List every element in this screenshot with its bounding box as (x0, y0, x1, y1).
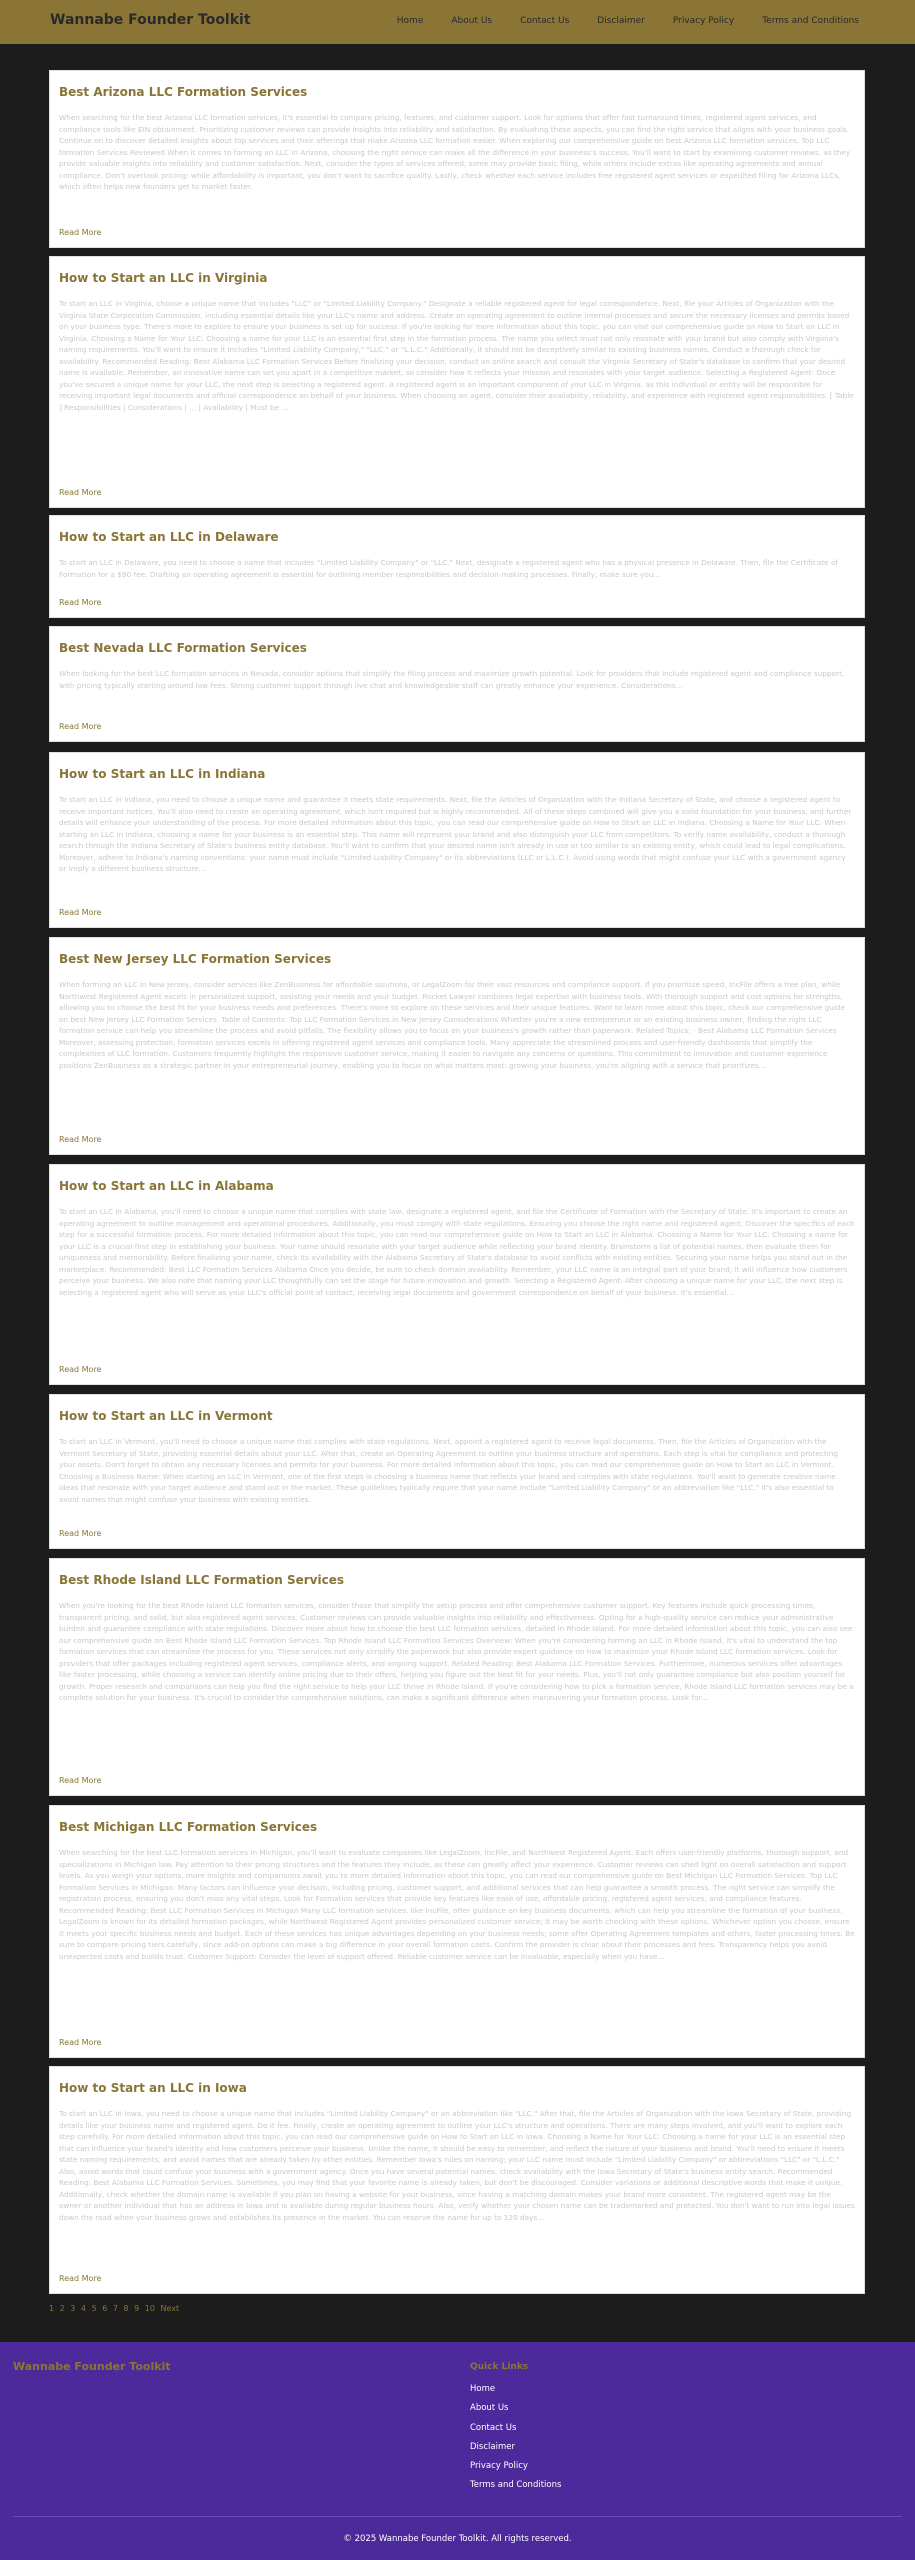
read-more-link[interactable]: Read More (59, 2038, 102, 2047)
read-more-link[interactable]: Read More (59, 598, 102, 607)
page-link[interactable]: 7 (112, 2304, 118, 2313)
footer-links (470, 2384, 561, 2500)
nav-disclaimer[interactable]: Disclaimer (597, 16, 645, 26)
post-excerpt: To start an LLC in Indiana, you need to choose a unique name and guarantee it meets state requirements. Next, file the Articles of Organization with the Indiana Secretary of State, and choose a registered agent to receive important notices. You'll also need to create an operating agreement, which isn't required but is highly recommended. All of these steps combined will give you a solid foundation for your business, and further details will enhance your understanding of the process. For more detailed information about this topic, you can read our comprehensive guide on How to Start an LLC in Indiana. Choosing a Name for Your LLC: When starting an LLC in Indiana, choosing a name for your business is an essential step. This name will represent your brand and also distinguish your LLC from competitors. To verify name availability, conduct a thorough search through the Indiana Secretary of State's business entity database. You'll want to confirm that your desired name isn't already in use or too similar to an existing entity, which could lead to legal complications. Moreover, adhere to Indiana's naming conventions: your name must include "Limited Liability Company" or its abbreviations (LLC or L.L.C.). Avoid using words that might confuse your LLC with a government agency or imply a different business structure... (59, 795, 852, 873)
read-more-link[interactable]: Read More (59, 908, 102, 917)
next-page-link[interactable]: Next (160, 2304, 180, 2313)
post-card (49, 752, 865, 928)
post-card (49, 2066, 865, 2294)
page-link[interactable]: 8 (123, 2304, 129, 2313)
post-title[interactable]: Best Arizona LLC Formation Services (59, 85, 308, 99)
read-more-link[interactable]: Read More (59, 488, 102, 497)
footer-link-terms[interactable]: Terms and Conditions (470, 2480, 562, 2491)
page-link[interactable]: 2 (59, 2304, 65, 2313)
post-title[interactable]: Best Michigan LLC Formation Services (59, 1820, 318, 1834)
nav-contact-us[interactable]: Contact Us (520, 16, 570, 26)
post-card (49, 937, 865, 1155)
post-title[interactable]: How to Start an LLC in Indiana (59, 767, 266, 781)
page-link[interactable]: 4 (80, 2304, 87, 2313)
post-card (49, 1164, 865, 1385)
post-card (49, 1805, 865, 2058)
post-excerpt: When looking for the best LLC formation services in Nevada, consider options that simplify the filing process and maximize growth potential. Look for providers that include registered agent and compliance support, with pricing typically starting around low fees. Strong customer support through live chat and knowledgeable staff can greatly enhance your experience. Considerations... (59, 669, 845, 690)
main-nav (369, 16, 859, 26)
post-excerpt: When forming an LLC in New Jersey, consider services like ZenBusiness for affordable solutions, or LegalZoom for their vast resources and compliance support. If you prioritize speed, IncFile offers a free plan, while Northwest Registered Agent excels in personalized support, assisting your needs and your budget. Rocket Lawyer combines legal expertise with business tools. With thorough support and cost options for strengths, allowing you to choose the best fit for your business needs and preferences. There's more to explore on these services and their unique features. Want to learn more about this topic, check our comprehensive guide on best New Jersey LLC Formation Services. Table of Contents: Top LLC Formation Services in New Jersey Considerations Whether you're a new entrepreneur or an existing business owner, finding the right LLC formation service can help you streamline the process and avoid pitfalls. The flexibility allows you to focus on your business's growth rather than paperwork. Related Topics: - Best Alabama LLC Formation Services Moreover, assessing protection, formation services excels in offering registered agent services and compliance tools. Many appreciate the streamlined process and user-friendly dashboards that simplify the complexities of LLC formation. Customers frequently highlight the responsive customer service, making it easier to navigate any concerns or questions. This commitment to innovation and customer experience positions ZenBusiness as a strategic partner in your entrepreneurial journey, enabling you to focus on what matters most: growing your business, you're aligning with a service that prioritizes... (59, 980, 845, 1070)
post-excerpt: When you're looking for the best Rhode Island LLC formation services, consider those that simplify the setup process and offer comprehensive customer support. Key features include quick processing times, transparent pricing, and solid, but also registered agent services. Customer reviews can provide valuable insights into reliability and effectiveness. Opting for a high-quality service can reduce your administrative burden and guarantee compliance with state regulations. Discover more about how to choose the best LLC formation services, detailed in Rhode Island. For more detailed information about this topic, you can also see our comprehensive guide on Best Rhode Island LLC Formation Services. Top Rhode Island LLC Formation Services Overview: When you're considering forming an LLC in Rhode Island, it's vital to understand the top formation services that can streamline the process for you. These services not only simplify the paperwork but also provide expert guidance on how to maximize your Rhode Island LLC formation services. Look for providers that offer packages including registered agent services, compliance alerts, and ongoing support. Related Reading: Best Alabama LLC Formation Services. Furthermore, numerous services offer advantages like faster processing, while choosing a service can identify online pricing due to their offers, helping you figure out the best fit for your needs. Plus, you'll not only guarantee compliance but also position yourself for growth. Proper research and comparisons can help you find the right service to help your LLC thrive in Rhode Island. If you're considering how to pick a formation service, Rhode Island LLC formation services may be a complete solution for your business. It's crucial to consider the comprehensive solutions, can make a significant difference when maneuvering your formation process. Look for... (59, 1601, 854, 1702)
site-logo[interactable]: Wannabe Founder Toolkit (50, 12, 251, 28)
post-title[interactable]: How to Start an LLC in Alabama (59, 1179, 274, 1193)
site-footer (0, 2342, 915, 2560)
post-title[interactable]: Best Nevada LLC Formation Services (59, 641, 307, 655)
post-card (49, 515, 865, 618)
post-excerpt: To start an LLC in Delaware, you need to choose a name that includes "Limited Liability Company" or "LLC." Next, designate a registered agent who has a physical presence in Delaware. Then, file the Certificate of Formation for a $90 fee. Drafting an operating agreement is essential for outlining member responsibilities and decision-making processes. Finally, make sure you... (59, 558, 838, 579)
read-more-link[interactable]: Read More (59, 1365, 102, 1374)
post-excerpt: To start an LLC in Alabama, you'll need to choose a unique name that complies with state law, designate a registered agent, and file the Certificate of Formation with the Secretary of State. It's important to create an operating agreement to outline management and operational procedures. Additionally, you must comply with state regulations. Ensuring you choose the right name and registered agent, Discover the specifics of each step for a successful formation process. For more detailed information about this topic, you can read our comprehensive guide on How to Start an LLC in Alabama. Choosing a Name for Your LLC: Choosing a name for your LLC is a crucial first step in establishing your business. Your name should resonate with your target audience while reflecting your brand identity. Brainstorm a list of potential names, then evaluate them for uniqueness and memorability. Before finalizing your name, check its availability with the Alabama Secretary of State's database to avoid conflicts with existing entities. Securing your name helps you stand out in the marketplace. Recommended: Best LLC Formation Services Alabama Once you decide, be sure to check domain availability. Remember, your LLC name is an integral part of your brand; it will influence how customers perceive your business. We also note that naming your LLC thoughtfully can set the stage for future innovation and growth. Selecting a Registered Agent: After choosing a unique name for your LLC, the next step is selecting a registered agent who will serve as your LLC's official point of contact, receiving legal documents and government correspondence on behalf of your business. It's essential... (59, 1207, 855, 1297)
post-excerpt: To start an LLC in Vermont, you'll need to choose a unique name that complies with state regulations. Next, appoint a registered agent to receive legal documents. Then, file the Articles of Organization with the Vermont Secretary of State, providing essential details about your LLC. After that, create an Operating Agreement to outline your business structure and operations. Each step is vital for compliance and protecting your assets. Don't forget to obtain any necessary licenses and permits for your business. For more detailed information about this topic, you can read our comprehensive guide on How to Start an LLC in Vermont. Choosing a Business Name: When starting an LLC in Vermont, one of the first steps is choosing a business name that reflects your brand and complies with state regulations. You'll want to generate creative name ideas that resonate with your target audience and stand out in the market. These guidelines typically require that your name include "Limited Liability Company" or an abbreviation like "LLC." It's also essential to avoid names that might confuse your business with existing entities. (59, 1437, 838, 1504)
page-link[interactable]: 10 (144, 2304, 155, 2313)
footer-link-contact-us[interactable]: Contact Us (470, 2422, 517, 2433)
read-more-link[interactable]: Read More (59, 2274, 102, 2283)
nav-terms[interactable]: Terms and Conditions (762, 16, 859, 26)
post-excerpt: When searching for the best Arizona LLC formation services, it's essential to compare pricing, features, and customer support. Look for options that offer fast turnaround times, registered agent services, and compliance tools like EIN obtainment. Prioritizing customer reviews can provide insights into reliability and satisfaction. By evaluating these aspects, you can find the right service that aligns with your business goals. Continue on to discover detailed insights about top services and their offerings that make Arizona LLC formation easier. When exploring our comprehensive guide on best Arizona LLC formation services, Top LLC formation Services Reviewed When it comes to forming an LLC in Arizona, choosing the right service can make all the difference in your business's success. You'll want to start by examining customer reviews, as they provide valuable insights into reliability and customer satisfaction. Next, consider the types of services offered; some may provide basic filing, while others include extras like operating agreements and annual compliance. Don't overlook pricing: while affordability is important, you don't want to sacrifice quality. Lastly, check whether each service includes free registered agent services or expedited filing for Arizona LLCs, which often helps new founders get to market faster. (59, 113, 851, 191)
page-link[interactable]: 9 (134, 2304, 140, 2313)
footer-links-title: Quick Links (470, 2362, 529, 2372)
post-title[interactable]: How to Start an LLC in Vermont (59, 1409, 273, 1423)
footer-link-privacy-policy[interactable]: Privacy Policy (470, 2461, 528, 2472)
page-link[interactable]: 1 (49, 2304, 55, 2313)
read-more-link[interactable]: Read More (59, 228, 102, 237)
post-card (49, 1394, 865, 1549)
post-card (49, 256, 865, 508)
page-link[interactable]: 6 (102, 2304, 108, 2313)
post-title[interactable]: How to Start an LLC in Virginia (59, 271, 268, 285)
post-excerpt: To start an LLC in Virginia, choose a unique name that includes "LLC" or "Limited Liability Company." Designate a reliable registered agent for legal correspondence. Next, file your Articles of Organization with the Virginia State Corporation Commission, including essential details like your LLC's name and address. Create an operating agreement to outline internal processes and secure the necessary licenses and permits based on your business type. There's more to explore to ensure your business is set up for success. If you're looking for more information about this topic, you can visit our comprehensive guide on How to Start an LLC in Virginia. Choosing a Name for Your LLC: Choosing a name for your LLC is an essential first step in the formation process. The name you select must not only resonate with your brand but also comply with Virginia's naming requirements. You'll want to ensure it includes "Limited Liability Company," "LLC," or "L.L.C." Additionally, it should not be deceptively similar to existing business names. Conduct a thorough check for availability. Recommended Reading: Best Alabama LLC Formation Services Before finalizing your decision, conduct an online search and consult the Virginia Secretary of State's database to confirm that your desired name is available. Remember, an innovative name can set you apart in a competitive market, so consider how it reflects your mission and resonates with your target audience. Selecting a Registered Agent: Once you've secured a unique name for your LLC, the next step is selecting a registered agent. A registered agent is an important component of your LLC in Virginia, as this individual or entity will be responsible for receiving important legal documents and official correspondence on behalf of your business. When choosing an agent, consider their availability, reliability, and experience with registered agent responsibilities. [ Table ] Responsibilities | Considerations | ... | Availability | Must be ... (59, 299, 854, 412)
read-more-link[interactable]: Read More (59, 722, 102, 731)
nav-privacy-policy[interactable]: Privacy Policy (672, 16, 735, 26)
footer-link-about-us[interactable]: About Us (470, 2403, 509, 2414)
post-title[interactable]: Best Rhode Island LLC Formation Services (59, 1573, 344, 1587)
post-excerpt: When searching for the best LLC formation services in Michigan, you'll want to evaluate companies like LegalZoom, IncFile, and Northwest Registered Agent. Each offers user-friendly platforms, thorough support, and specializations in Michigan law. Pay attention to their pricing structures and the features they include, as these can greatly affect your experience. Customer reviews can shed light on overall satisfaction and support levels. As you weigh your options, more insights and comparisons await you to more detailed information about this topic, you can read our comprehensive guide on Best Michigan LLC Formation Services. Top LLC Formation Services in Michigan: Many factors can influence your decision, including pricing, customer support, and additional services that can help guarantee a smooth process. The right service can simplify the registration process, ensuring you don't miss any vital steps. Look for Formation services that provide key features like ease of use, affordable pricing, registered agent services, and compliance features. Recommended Reading: Best LLC Formation Services in Michigan Many LLC formation services, like IncFile, offer guidance on key business documents, which can help you streamline the formation of your business. LegalZoom is known for its detailed formation packages, while Northwest Registered Agent provides personalized customer service; it may be worth checking with these options. Whichever option you choose, ensure it meets your specific business needs and budget. Each of these services has unique advantages depending on your business needs; some offer Operating Agreement templates and others, faster processing times. Be sure to compare pricing tiers carefully, since add-on options can make a big difference in your overall formation costs. Confirm the provider is clear about their processes and fees. Transparency helps you avoid unexpected costs and builds trust. Customer Support: Consider the level of support offered. Reliable customer service can be invaluable, especially when you have... (59, 1848, 855, 1961)
site-header (0, 0, 915, 44)
read-more-link[interactable]: Read More (59, 1529, 102, 1538)
post-card (49, 70, 865, 248)
read-more-link[interactable]: Read More (59, 1776, 102, 1785)
footer-link-disclaimer[interactable]: Disclaimer (470, 2441, 515, 2452)
post-title[interactable]: How to Start an LLC in Delaware (59, 530, 279, 544)
page-link[interactable]: 3 (70, 2304, 76, 2313)
footer-link-home[interactable]: Home (470, 2384, 496, 2394)
pagination (49, 2304, 182, 2313)
post-card (49, 626, 865, 742)
post-title[interactable]: Best New Jersey LLC Formation Services (59, 952, 332, 966)
nav-home[interactable]: Home (396, 16, 424, 26)
post-title[interactable]: How to Start an LLC in Iowa (59, 2081, 247, 2095)
footer-divider (13, 2516, 902, 2517)
read-more-link[interactable]: Read More (59, 1135, 102, 1144)
post-excerpt: To start an LLC in Iowa, you need to choose a unique name that includes "Limited Liability Company" or an abbreviation like "LLC." After that, file the Articles of Organization with the Iowa Secretary of State, providing details like your business name and registered agent. Do it fee. Finally, create an operating agreement to outline your LLC's structure and operations. There are many steps involved, and you'll want to explore each step carefully. For more detailed information about this topic, you can read our comprehensive guide on How to Start an LLC in Iowa. Choosing a Name for Your LLC: Choosing a name for your LLC is an essential step that can influence your brand's identity and how customers perceive your business. Unlike the name, it should be easy to remember, and reflect the nature of your business and brand. You'll need to ensure it meets state naming requirements, and avoid names that are already taken by other entities. Remember Iowa's rules on naming; your LLC name must include "Limited Liability Company" or abbreviations "LLC" or "L.L.C." Also, avoid words that could confuse your business with a government agency. Once you have several potential names, check availability with the Iowa Secretary of State's business entity search. Recommended Reading: Best Alabama LLC Formation Services. Sometimes, you may find that your favorite name is already taken, but don't be discouraged. Consider variations or additional descriptive words that make it unique. Additionally, check whether the domain name is available if you plan on having a website for your business, since having a matching domain makes your brand more consistent. The registered agent may be the owner or another individual that has an address in Iowa and is available during regular business hours. Also, verify whether your chosen name can be trademarked and protected. You don't want to run into legal issues down the road when your business grows and establishes its presence in the market. You can reserve the name for up to 120 days... (59, 2109, 855, 2222)
footer-brand: Wannabe Founder Toolkit (13, 2360, 171, 2373)
post-card (49, 1558, 865, 1796)
copyright-text: © 2025 Wannabe Founder Toolkit. All rights reserved. (343, 2534, 572, 2544)
page-link[interactable]: 5 (91, 2304, 97, 2313)
nav-about-us[interactable]: About Us (451, 16, 493, 26)
